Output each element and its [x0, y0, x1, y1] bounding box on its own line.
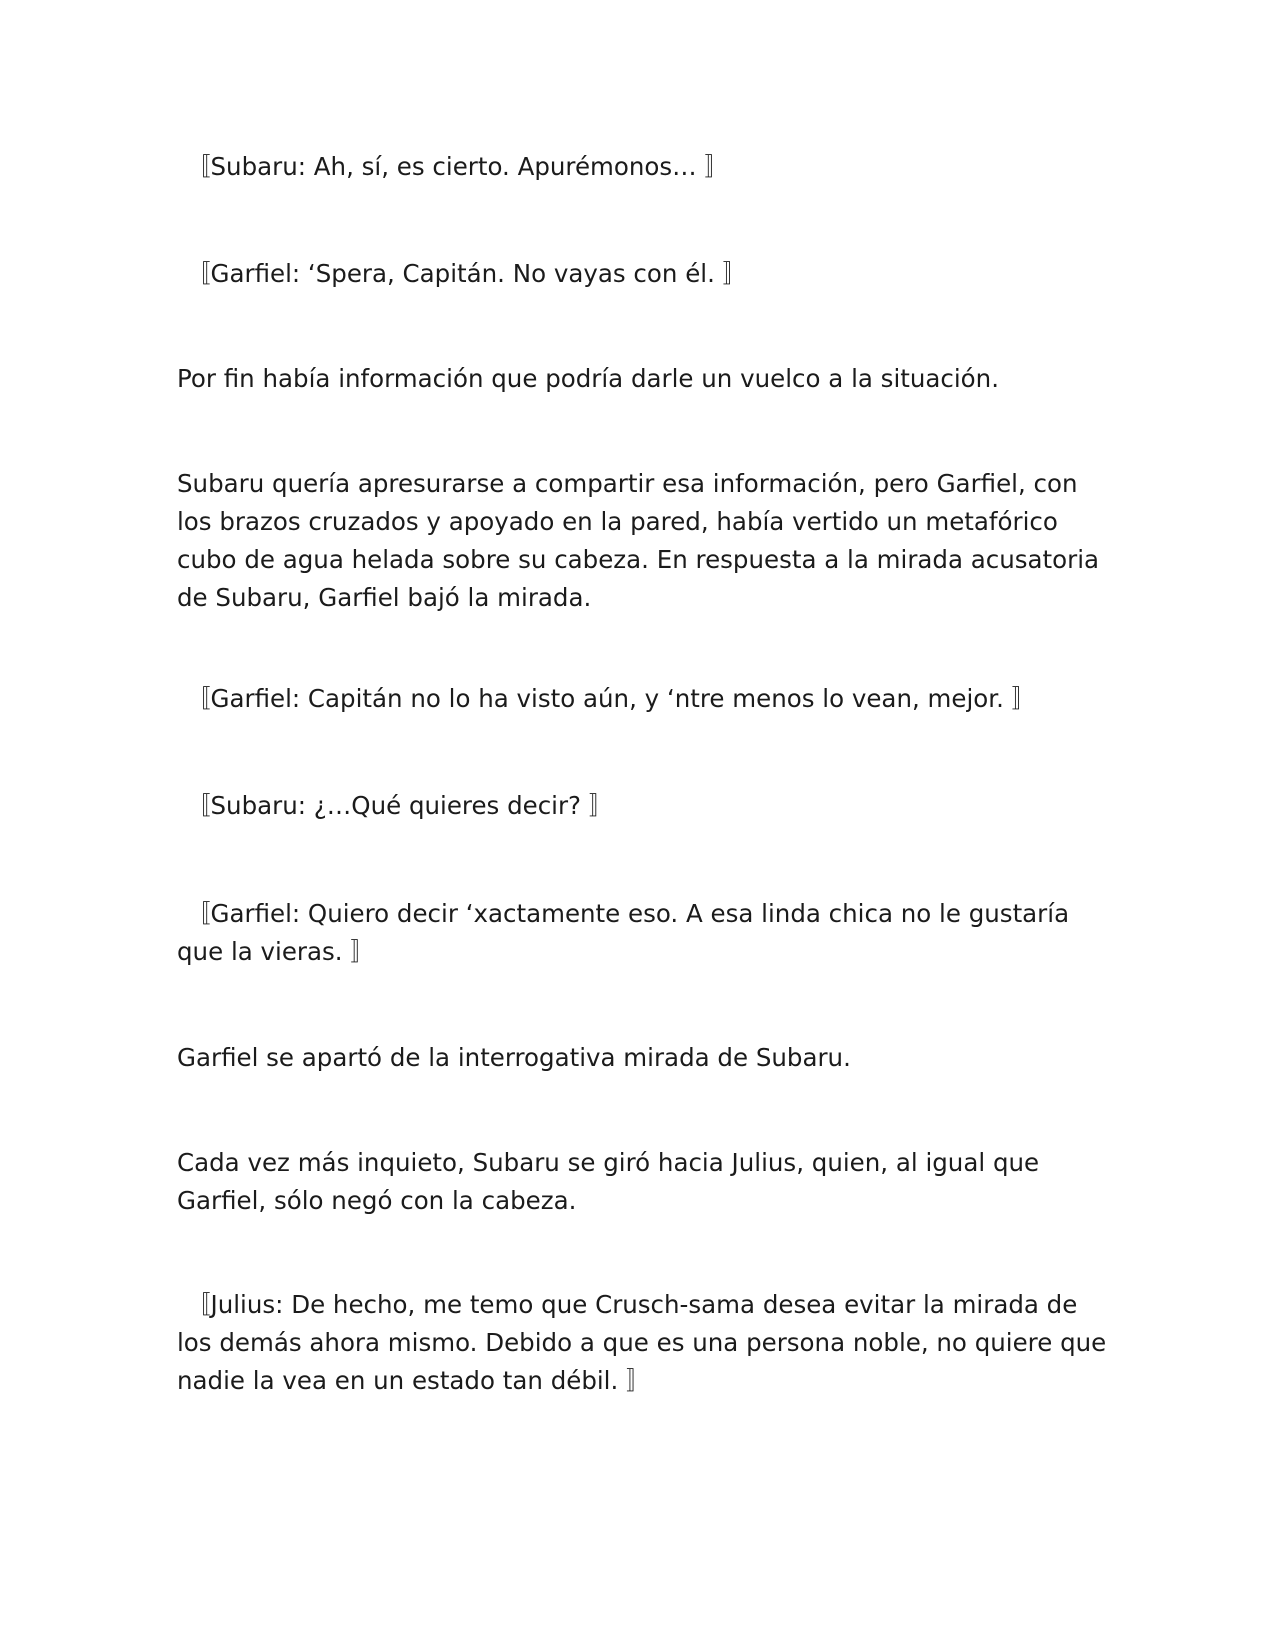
narration-paragraph-1: Por fin había información que podría darle un vuelco a la situación.	[177, 364, 999, 393]
narration-paragraph-4: Cada vez más inquieto, Subaru se giró hacia Julius, quien, al igual que Garfiel, sólo negó con la cabeza.	[177, 1148, 1040, 1215]
narration-paragraph-3: Garfiel se apartó de la interrogativa mirada de Subaru.	[177, 1043, 851, 1072]
dialogue-garfiel-3: 〚Garfiel: Quiero decir ‘xactamente eso. A esa linda chica no le gustaría que la vieras. 〛	[177, 899, 1070, 966]
dialogue-subaru-1: 〚Subaru: Ah, sí, es cierto. Apurémonos… 〛	[186, 152, 729, 181]
dialogue-julius-1: 〚Julius: De hecho, me temo que Crusch-sama desea evitar la mirada de los demás ahora mismo. Debido a que es una persona noble, no quiere que nadie la vea en un estado tan débil. 〛	[177, 1290, 1107, 1395]
dialogue-garfiel-1: 〚Garfiel: ‘Spera, Capitán. No vayas con él. 〛	[186, 259, 748, 288]
dialogue-subaru-2: 〚Subaru: ¿…Qué quieres decir? 〛	[186, 791, 614, 820]
narration-paragraph-2: Subaru quería apresurarse a compartir esa información, pero Garfiel, con los brazos cruzados y apoyado en la pared, había vertido un metafórico cubo de agua helada sobre su cabeza. En respuesta a la mirada acusatoria de Subaru, Garfiel bajó la mirada.	[177, 469, 1100, 612]
dialogue-garfiel-2: 〚Garfiel: Capitán no lo ha visto aún, y ‘ntre menos lo vean, mejor. 〛	[186, 684, 1037, 713]
